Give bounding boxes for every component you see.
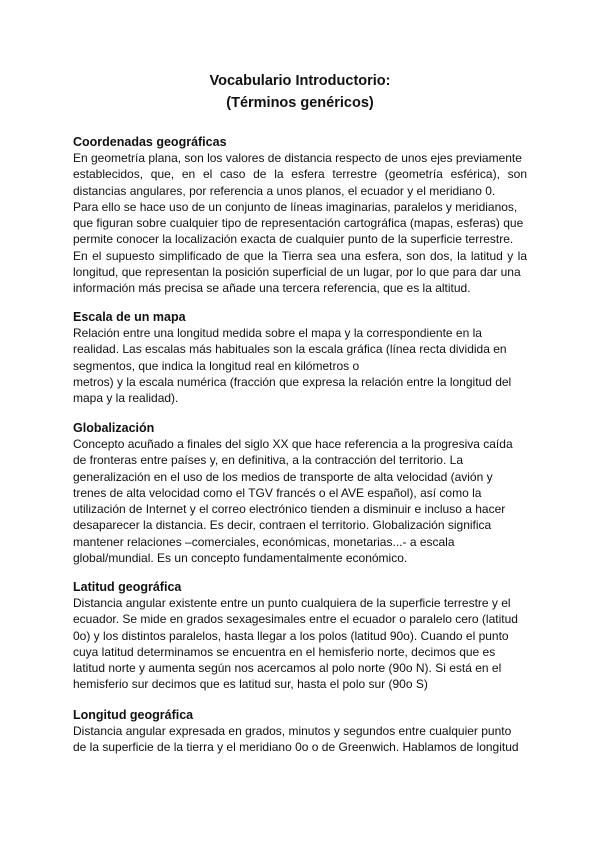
paragraph-line: Distancia angular expresada en grados, minutos y segundos entre cualquier punto [73, 724, 512, 738]
paragraph-line: generalización en el uso de los medios de transporte de alta velocidad (avión y [73, 469, 493, 484]
paragraph-line: distancias angulares, por referencia a unos planos, el ecuador y el meridiano 0. [73, 183, 496, 198]
paragraph-line: Distancia angular existente entre un punto cualquiera de la superficie terrestre y el [73, 596, 511, 610]
document-title [0, 70, 600, 114]
paragraph-line: 0o) y los distintos paralelos, hasta llegar a los polos (latitud 90o). Cuando el punto [73, 628, 509, 643]
paragraph-line: permite conocer la localización exacta de cualquier punto de la superficie terrestre. [73, 232, 514, 247]
paragraph-line: En geometría plana, son los valores de distancia respecto de unos ejes previamente [73, 151, 522, 165]
section-heading: Longitud geográfica [73, 708, 194, 722]
paragraph-line: Relación entre una longitud medida sobre el mapa y la correspondiente en la [73, 326, 482, 340]
paragraph-line: que figuran sobre cualquier tipo de representación cartográfica (mapas, esferas) que [73, 216, 524, 231]
paragraph-line: establecidos, que, en el caso de la esfera terrestre (geometría esférica), son [73, 167, 527, 182]
paragraph-line: de fronteras entre países y, en definitiva, a la contracción del territorio. La [73, 453, 463, 468]
section-heading: Coordenadas geográficas [73, 135, 227, 149]
section-heading: Escala de un mapa [73, 310, 186, 324]
paragraph-line: de la superficie de la tierra y el meridiano 0o o de Greenwich. Hablamos de longitud [73, 740, 519, 755]
paragraph-line: información más precisa se añade una tercera referencia, que es la altitud. [73, 281, 471, 296]
section-globalizacion [73, 420, 527, 566]
section-latitud [73, 579, 527, 693]
paragraph-line: global/mundial. Es un concepto fundamentalmente económico. [73, 551, 408, 566]
section-heading: Globalización [73, 421, 155, 435]
paragraph-line: mapa y la realidad). [73, 391, 179, 406]
paragraph-line: En el supuesto simplificado de que la Tierra sea una esfera, son dos, la latitud y la [73, 248, 527, 263]
paragraph-line: ecuador. Se mide en grados sexagesimales entre el ecuador o paralelo cero (latitud [73, 612, 518, 627]
paragraph-line: metros) y la escala numérica (fracción que expresa la relación entre la longitud del [73, 374, 512, 389]
section-coordenadas [73, 134, 527, 297]
paragraph-line: mantener relaciones –comerciales, económicas, monetarias...- a escala [73, 534, 455, 549]
paragraph-line: desaparecer la distancia. Es decir, contraen el territorio. Globalización significa [73, 518, 492, 533]
paragraph-line: segmentos, que indica la longitud real en kilómetros o [73, 358, 360, 373]
paragraph-line: latitud norte y aumenta según nos acercamos al polo norte (90o N). Si está en el [73, 661, 502, 676]
paragraph-line: cuya latitud determinamos se encuentra en el hemisferio norte, decimos que es [73, 644, 496, 659]
section-longitud [73, 707, 527, 756]
paragraph-line: longitud, que representan la posición superficial de un lugar, por lo que para dar una [73, 265, 521, 280]
paragraph-line: Para ello se hace uso de un conjunto de líneas imaginarias, paralelos y meridianos, [73, 199, 518, 214]
paragraph-line: realidad. Las escalas más habituales son la escala gráfica (línea recta dividida en [73, 342, 507, 357]
paragraph-line: Concepto acuñado a finales del siglo XX que hace referencia a la progresiva caída [73, 437, 513, 451]
paragraph-line: trenes de alta velocidad como el TGV francés o el AVE español), así como la [73, 485, 482, 500]
title-line-2: (Términos genéricos) [226, 95, 374, 111]
section-escala [73, 309, 527, 406]
paragraph-line: utilización de Internet y el correo electrónico tienden a disminuir e incluso a hacer [73, 502, 506, 517]
section-heading: Latitud geográfica [73, 580, 182, 594]
paragraph-line: hemisferio sur decimos que es latitud sur, hasta el polo sur (90o S) [73, 677, 428, 692]
title-line-1: Vocabulario Introductorio: [209, 73, 391, 89]
